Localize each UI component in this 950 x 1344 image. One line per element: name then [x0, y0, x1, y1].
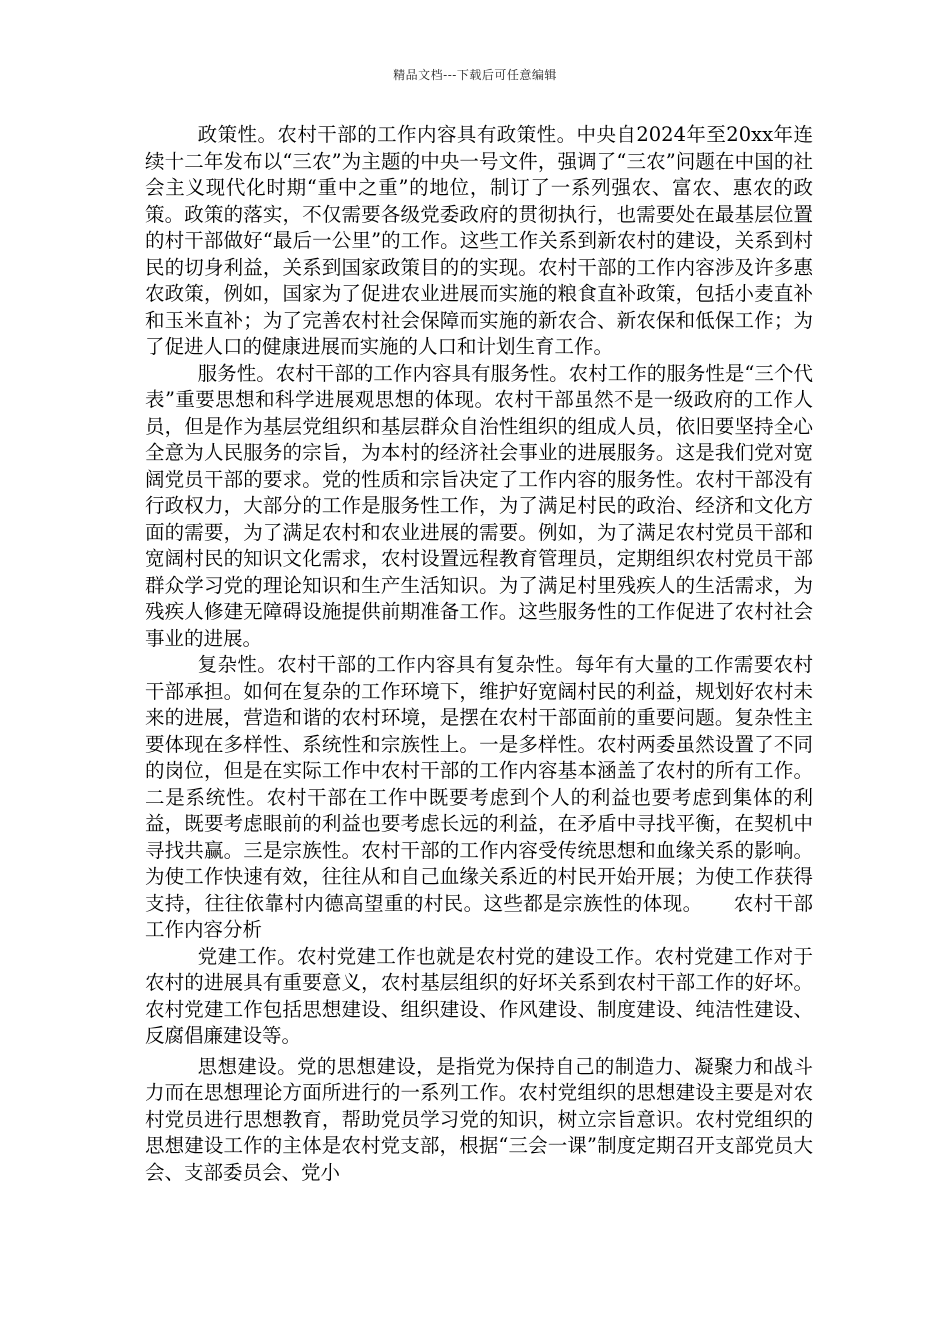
paragraph-party-building [145, 944, 813, 1050]
paragraph-text: 思想建设。党的思想建设，是指党为保持自己的制造力、凝聚力和战斗力而在思想理论方面所进行的一系列工作。农村党组织的思想建设主要是对农村党员进行思想教育，帮助党员学习党的知识，树立宗旨意识。农村党组织的思想建设工作的主体是农村党支部，根据“三会一课”制度定期召开支部党员大会、支部委员会、党小 [145, 1054, 813, 1184]
paragraph-policy [145, 122, 813, 361]
paragraph-text: 复杂性。农村干部的工作内容具有复杂性。每年有大量的工作需要农村干部承担。如何在复杂的工作环境下，维护好宽阔村民的利益，规划好农村未来的进展，营造和谐的农村环境，是摆在农村干部面前的重要问题。复杂性主要体现在多样性、系统性和宗族性上。一是多样性。农村两委虽然设置了不同的岗位，但是在实际工作中农村干部的工作内容基本涵盖了农村的所有工作。二是系统性。农村干部在工作中既要考虑到个人的利益也要考虑到集体的利益，既要考虑眼前的利益也要考虑长远的利益，在矛盾中寻找平衡，在契机中寻找共赢。三是宗族性。农村干部的工作内容受传统思想和血缘关系的影响。为使工作快速有效，往往从和自己血缘关系近的村民开始开展；为使工作获得支持，往往依靠村内德高望重的村民。这些都是宗族性的体现。 [145, 653, 813, 915]
paragraph-complexity [145, 652, 813, 944]
paragraph-service [145, 361, 813, 653]
document-body [145, 122, 813, 1186]
section-heading-inline: 农村干部工作内容分析 [145, 891, 813, 941]
paragraph-text: 政策性。农村干部的工作内容具有政策性。中央自2024年至20xx年连续十二年发布以“三农”为主题的中央一号文件，强调了“三农”问题在中国的社会主义现代化时期“重中之重”的地位，制订了一系列强农、富农、惠农的政策。政策的落实，不仅需要各级党委政府的贯彻执行，也需要处在最基层位置的村干部做好“最后一公里”的工作。这些工作关系到新农村的建设，关系到村民的切身利益，关系到国家政策目的的实现。农村干部的工作内容涉及许多惠农政策，例如，国家为了促进农业进展而实施的粮食直补政策，包括小麦直补和玉米直补；为了完善农村社会保障而实施的新农合、新农保和低保工作；为了促进人口的健康进展而实施的人口和计划生育工作。 [145, 123, 813, 358]
paragraph-text: 党建工作。农村党建工作也就是农村党的建设工作。农村党建工作对于农村的进展具有重要意义，农村基层组织的好坏关系到农村干部工作的好坏。农村党建工作包括思想建设、组织建设、作风建设、制度建设、纯洁性建设、反腐倡廉建设等。 [145, 944, 813, 1047]
paragraph-text: 服务性。农村干部的工作内容具有服务性。农村工作的服务性是“三个代表”重要思想和科学进展观思想的体现。农村干部虽然不是一级政府的工作人员，但是作为基层党组织和基层群众自治性组织的组成人员，依旧要坚持全心全意为人民服务的宗旨，为本村的经济社会事业的进展服务。这是我们党对宽阔党员干部的要求。党的性质和宗旨决定了工作内容的服务性。农村干部没有行政权力，大部分的工作是服务性工作，为了满足村民的政治、经济和文化方面的需要，为了满足农村和农业进展的需要。例如，为了满足农村党员干部和宽阔村民的知识文化需求，农村设置远程教育管理员，定期组织农村党员干部群众学习党的理论知识和生产生活知识。为了满足村里残疾人的生活需求，为残疾人修建无障碍设施提供前期准备工作。这些服务性的工作促进了农村社会事业的进展。 [145, 361, 813, 650]
paragraph-ideology [145, 1054, 813, 1187]
page-header: 精品文档---下载后可任意编辑 [393, 68, 557, 82]
